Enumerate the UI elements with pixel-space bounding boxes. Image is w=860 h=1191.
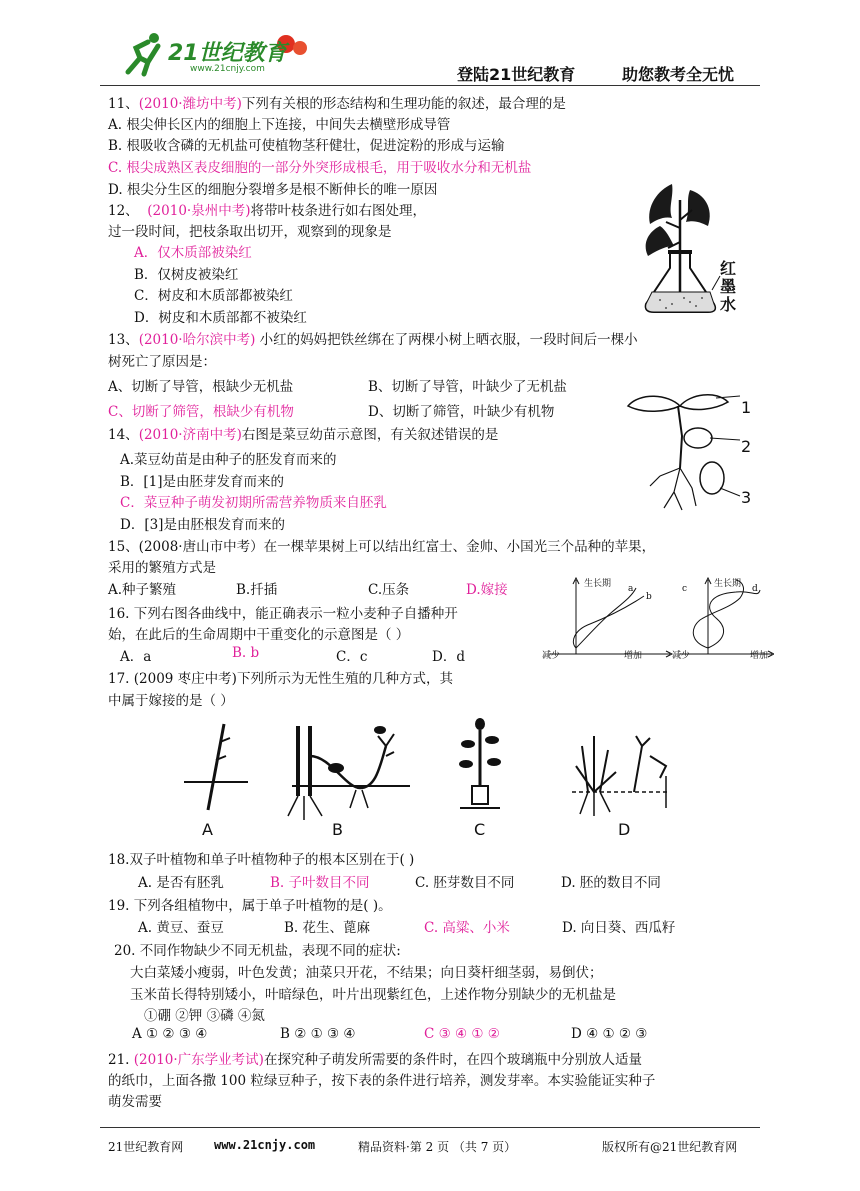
q12-option-d: D．树皮和木质部都不被染红: [134, 310, 307, 326]
q12-fig-label-3: 水: [720, 295, 737, 314]
q12-text-2: 过一段时间，把枝条取出切开，观察到的现象是: [108, 224, 392, 240]
q16-graph2-ylabel: 生长期: [714, 579, 742, 589]
q17-text-1: 17. (2009 枣庄中考)下列所示为无性生殖的几种方式，其: [108, 671, 453, 687]
q20-option-a: A ① ② ③ ④: [132, 1026, 208, 1042]
q17-fig-label-c: C: [474, 820, 486, 839]
q17-fig-label-b: B: [332, 820, 343, 839]
q14-text: 右图是菜豆幼苗示意图，有关叙述错误的是: [241, 427, 499, 443]
q16-text-1: 16. 下列右图各曲线中，能正确表示一粒小麦种子自播种开: [108, 606, 458, 622]
q19-option-a: A. 黄豆、蚕豆: [138, 920, 224, 936]
q12-source: (2010·泉州中考): [147, 203, 251, 219]
q18-option-b: B. 子叶数目不同: [270, 875, 370, 891]
q16-text-2: 始，在此后的生命周期中干重变化的示意图是（ ）: [108, 627, 410, 643]
q13-number: 13、: [108, 332, 139, 348]
q19-option-c: C. 高粱、小米: [424, 920, 510, 936]
footer-copyright: 版权所有@21世纪教育网: [602, 1140, 738, 1154]
q20-items: ①硼 ②钾 ③磷 ④氮: [144, 1008, 265, 1024]
q21-text-2: 的纸巾，上面各撒 100 粒绿豆种子，按下表的条件进行培养，测发芽率。本实验能证实种子: [108, 1073, 656, 1089]
q12-option-c: C．树皮和木质部都被染红: [134, 288, 293, 304]
slogan-right: 助您教考全无忧: [622, 65, 735, 84]
q15-option-a: A.种子繁殖: [108, 582, 177, 598]
q20-text-2: 玉米苗长得特别矮小，叶暗绿色，叶片出现紫红色，上述作物分别缺少的无机盐是: [130, 987, 616, 1003]
q13-source: (2010·哈尔滨中考): [138, 332, 256, 348]
q14-option-a: A.菜豆幼苗是由种子的胚发育而来的: [120, 452, 337, 468]
q11-option-a: A. 根尖伸长区内的细胞上下连接，中间失去横壁形成导管: [108, 117, 451, 133]
q11-option-d: D. 根尖分生区的细胞分裂增多是根不断伸长的唯一原因: [108, 182, 438, 198]
q11-option-c: C. 根尖成熟区表皮细胞的一部分外突形成根毛，用于吸收水分和无机盐: [108, 160, 532, 176]
q16-graph2-xlabel-left: 减少: [672, 651, 691, 661]
q17-fig-label-a: A: [202, 820, 213, 839]
slogan-left: 登陆21世纪教育: [457, 65, 576, 84]
q16-option-d: D．d: [432, 649, 465, 665]
q18-option-d: D. 胚的数目不同: [561, 875, 661, 891]
q15-option-d: D.嫁接: [466, 582, 508, 598]
q16-curve-label-c: c: [682, 584, 688, 594]
footer-site-name: 21世纪教育网: [108, 1140, 184, 1154]
asexual-reproduction-icon: [180, 716, 680, 826]
q13-option-d: D、切断了筛管，叶缺少有机物: [368, 404, 555, 420]
q14-option-b: B．[1]是由胚芽发育而来的: [120, 474, 285, 490]
q15-option-b: B.扦插: [236, 582, 278, 598]
q16-graph1-xlabel-right: 增加: [624, 651, 643, 661]
q21-stem-1: [108, 1048, 642, 1068]
q13-option-a: A、切断了导管，根缺少无机盐: [108, 379, 294, 395]
q11-option-b: B. 根吸收含磷的无机盐可使植物茎秆健壮，促进淀粉的形成与运输: [108, 138, 505, 154]
q14-stem: [108, 423, 498, 443]
q16-curve-label-a: a: [628, 584, 634, 594]
q21-text-1: 在探究种子萌发所需要的条件时，在四个玻璃瓶中分别放人适量: [263, 1052, 642, 1068]
bean-seedling-icon: [620, 388, 760, 516]
q15-text-2: 采用的繁殖方式是: [108, 560, 216, 576]
q16-option-b: B. b: [232, 645, 260, 661]
logo-main-text: 21世纪教育: [168, 41, 287, 66]
q14-fig-num-1: 1: [741, 398, 752, 417]
q13-text-1: 小红的妈妈把铁丝绑在了两棵小树上晒衣服，一段时间后一棵小: [259, 332, 638, 348]
q21-text-3: 萌发需要: [108, 1094, 162, 1110]
q13-text-2: 树死亡了原因是：: [108, 354, 216, 370]
q18-option-a: A. 是否有胚乳: [138, 875, 224, 891]
q15-option-c: C.压条: [368, 582, 410, 598]
q13-option-c: C、切断了筛管，根缺少有机物: [108, 404, 294, 420]
q12-stem: [108, 199, 426, 219]
q20-option-d: D ④ ① ② ③: [571, 1026, 648, 1042]
q19-option-d: D. 向日葵、西瓜籽: [562, 920, 676, 936]
footer-divider: [100, 1127, 760, 1128]
q18-option-c: C. 胚芽数目不同: [415, 875, 515, 891]
q21-number: 21.: [108, 1052, 134, 1068]
q16-graph2-xlabel-right: 增加: [750, 651, 769, 661]
q14-option-c: C．菜豆种子萌发初期所需营养物质来自胚乳: [120, 495, 387, 511]
q11-source: (2010·潍坊中考): [138, 96, 242, 112]
q20-option-c: C ③ ④ ① ②: [424, 1026, 500, 1042]
q17-text-2: 中属于嫁接的是（ ）: [108, 693, 234, 709]
logo-url-text: www.21cnjy.com: [190, 64, 265, 74]
q12-fig-label-1: 红: [720, 259, 737, 278]
q17-fig-label-d: D: [618, 820, 631, 839]
q12-fig-label-2: 墨: [720, 277, 737, 296]
q14-number: 14、: [108, 427, 139, 443]
q14-source: (2010·济南中考): [138, 427, 242, 443]
q12-text-1: 将带叶枝条进行如右图处理，: [250, 203, 426, 219]
q19-option-b: B. 花生、蓖麻: [284, 920, 371, 936]
q11-stem: [108, 92, 566, 112]
q16-option-a: A．a: [120, 649, 152, 665]
q21-source: (2010·广东学业考试): [133, 1052, 264, 1068]
q14-fig-num-3: 3: [741, 488, 752, 507]
q16-graph1-xlabel-left: 减少: [542, 651, 561, 661]
q19-stem: 19. 下列各组植物中，属于单子叶植物的是( )。: [108, 898, 392, 914]
q11-number: 11、: [108, 96, 139, 112]
q11-text: 下列有关根的形态结构和生理功能的叙述，最合理的是: [241, 96, 566, 112]
q15-text-1: 15、(2008·唐山市中考）在一棵苹果树上可以结出红富士、金帅、小国光三个品种的苹果，: [108, 539, 656, 555]
q16-graph1-ylabel: 生长期: [584, 579, 612, 589]
q20-option-b: B ② ① ③ ④: [280, 1026, 356, 1042]
q12-number: 12、: [108, 203, 139, 219]
q13-option-b: B、切断了导管，叶缺少了无机盐: [368, 379, 567, 395]
q14-fig-num-2: 2: [741, 437, 752, 456]
q16-curve-label-d: d: [752, 584, 758, 594]
q13-stem-1: [108, 328, 638, 348]
q14-seedling-figure: [620, 388, 760, 516]
q16-option-c: C．c: [336, 649, 368, 665]
q20-stem: 20. 不同作物缺少不同无机盐，表现不同的症状:: [114, 943, 401, 959]
footer-page-info: 精品资料·第 2 页 （共 7 页）: [358, 1140, 517, 1154]
q20-text-1: 大白菜矮小瘦弱，叶色发黄；油菜只开花，不结果；向日葵杆细茎弱，易倒伏；: [130, 965, 603, 981]
header-divider: [100, 85, 760, 86]
q17-reproduction-figures: [180, 716, 680, 826]
q12-option-a: A．仅木质部被染红: [134, 245, 252, 261]
q14-option-d: D．[3]是由胚根发育而来的: [120, 517, 285, 533]
footer-url-link[interactable]: www.21cnjy.com: [214, 1138, 316, 1152]
q18-stem: 18.双子叶植物和单子叶植物种子的根本区别在于( ): [108, 852, 415, 868]
q12-option-b: B．仅树皮被染红: [134, 267, 239, 283]
q16-curve-label-b: b: [646, 592, 652, 602]
